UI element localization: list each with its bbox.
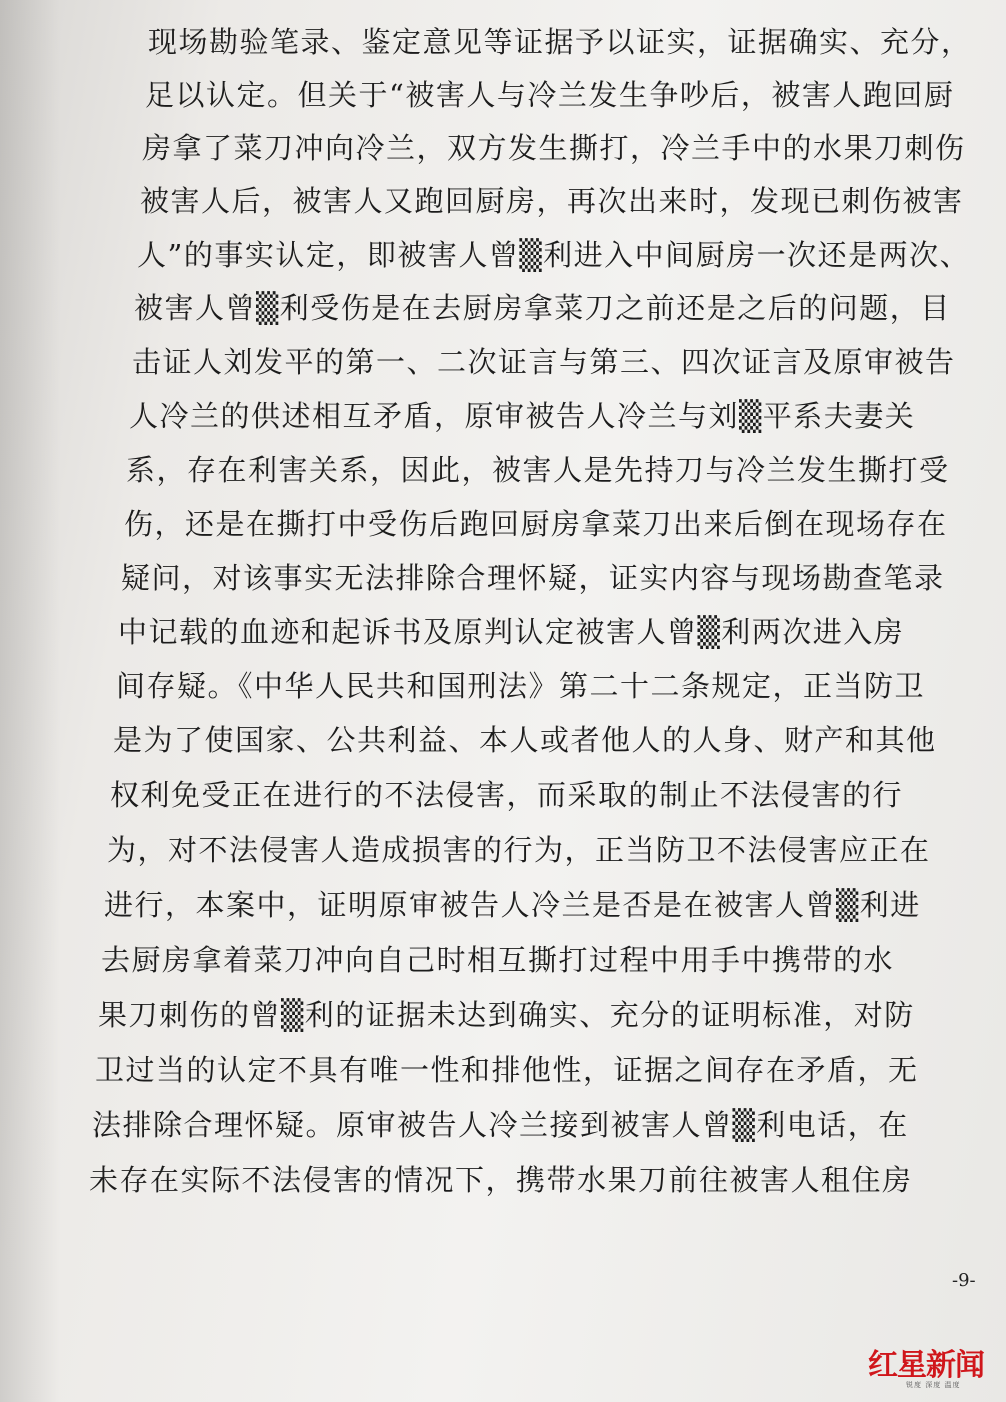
text-line-22: 未存在实际不法侵害的情况下，携带水果刀前往被害人租住房 [89,1163,913,1197]
watermark-logo: 红星新闻 [868,1348,984,1383]
text-line-7: 击证人刘发平的第一、二次证言与第三、四次证言及原审被告 [132,345,956,379]
text-line-19: 果刀刺伤的曾▒利的证据未达到确实、充分的证明标准，对防 [98,998,915,1032]
text-line-17: 进行，本案中，证明原审被告人冷兰是否是在被害人曾▒利进 [104,888,921,922]
text-line-4: 被害人后，被害人又跑回厨房，再次出来时，发现已刺伤被害 [140,184,964,218]
text-line-21: 法排除合理怀疑。原审被告人冷兰接到被害人曾▒利电话，在 [92,1108,909,1142]
text-line-13: 间存疑。《中华人民共和国刑法》第二十二条规定，正当防卫 [116,669,926,703]
news-watermark [868,1340,1000,1396]
text-line-8: 人冷兰的供述相互矛盾，原审被告人冷兰与刘▒平系夫妻关 [129,399,916,433]
text-line-14: 是为了使国家、公共利益、本人或者他人的人身、财产和其他 [113,723,937,757]
text-line-9: 系，存在利害关系，因此，被害人是先持刀与冷兰发生撕打受 [126,453,950,487]
text-line-18: 去厨房拿着菜刀冲向自己时相互撕打过程中用手中携带的水 [101,943,895,977]
page-number: -9- [952,1270,976,1291]
text-line-6: 被害人曾▒利受伤是在去厨房拿菜刀之前还是之后的问题，目 [134,291,951,325]
watermark-tagline: 锐度 深度 温度 [906,1381,961,1389]
text-line-16: 为，对不法侵害人造成损害的行为，正当防卫不法侵害应正在 [107,833,931,867]
text-line-15: 权利免受正在进行的不法侵害，而采取的制止不法侵害的行 [110,778,904,812]
text-line-1: 现场勘验笔录、鉴定意见等证据予以证实，证据确实、充分， [148,25,972,59]
text-line-20: 卫过当的认定不具有唯一性和排他性，证据之间存在矛盾，无 [95,1053,919,1087]
text-line-10: 伤，还是在撕打中受伤后跑回厨房拿菜刀出来后倒在现场存在 [124,507,948,541]
text-line-5: 人”的事实认定，即被害人曾▒利进入中间厨房一次还是两次、 [137,238,971,272]
text-line-2: 足以认定。但关于“被害人与冷兰发生争吵后，被害人跑回厨 [145,78,955,112]
text-line-11: 疑问，对该事实无法排除合理怀疑，证实内容与现场勘查笔录 [121,561,945,595]
text-line-3: 房拿了菜刀冲向冷兰，双方发生撕打，冷兰手中的水果刀刺伤 [142,131,966,165]
text-line-12: 中记载的血迹和起诉书及原判认定被害人曾▒利两次进入房 [118,615,905,649]
